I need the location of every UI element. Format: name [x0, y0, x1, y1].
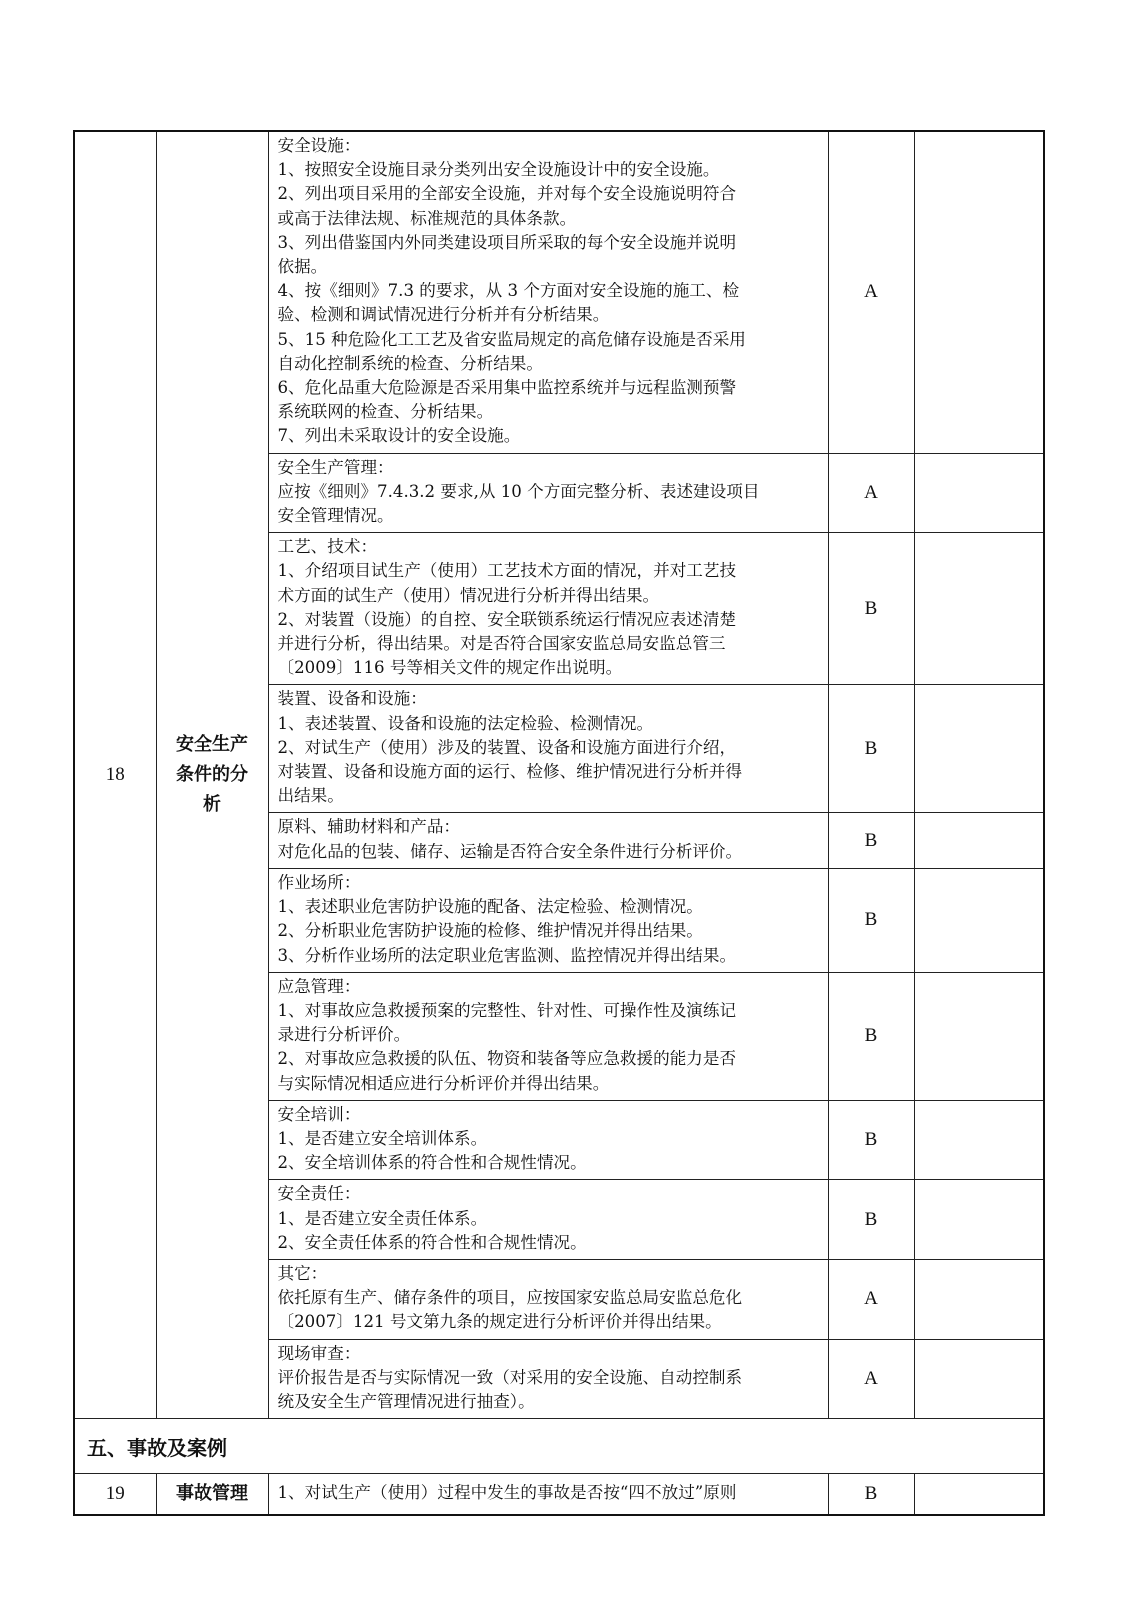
content-line: 统及安全生产管理情况进行抽查）。 — [277, 1391, 535, 1411]
level-grade: A — [828, 131, 914, 453]
content-heading: 安全生产管理： — [277, 457, 394, 477]
content-line: 评价报告是否与实际情况一致（对采用的安全设施、自动控制系 — [277, 1367, 743, 1387]
item-content: 1、对试生产（使用）过程中发生的事故是否按“四不放过”原则 — [268, 1474, 828, 1516]
note-cell — [914, 453, 1044, 533]
note-cell — [914, 131, 1044, 453]
content-line: 1、是否建立安全责任体系。 — [277, 1208, 488, 1228]
content-heading: 安全责任： — [277, 1184, 361, 1204]
level-grade: B — [828, 813, 914, 868]
level-grade: B — [828, 868, 914, 972]
item-name: 事故管理 — [156, 1474, 268, 1516]
content-heading: 作业场所： — [277, 872, 361, 892]
item-name — [156, 131, 268, 1419]
note-cell — [914, 533, 1044, 685]
section-title: 五、事故及案例 — [74, 1419, 1044, 1474]
level-grade: B — [828, 1180, 914, 1260]
content-heading: 装置、设备和设施： — [277, 689, 427, 709]
content-line: 依据。 — [277, 257, 328, 277]
item-content — [268, 1259, 828, 1339]
table-row — [74, 131, 1044, 453]
content-line: 2、分析职业危害防护设施的检修、维护情况并得出结果。 — [277, 921, 703, 941]
content-line: 验、检测和调试情况进行分析并有分析结果。 — [277, 305, 610, 325]
content-line: 3、分析作业场所的法定职业危害监测、监控情况并得出结果。 — [277, 945, 737, 965]
content-line: 2、安全培训体系的符合性和合规性情况。 — [277, 1153, 587, 1173]
row-number: 19 — [74, 1474, 156, 1516]
content-heading: 应急管理： — [277, 976, 361, 996]
content-line: 2、安全责任体系的符合性和合规性情况。 — [277, 1232, 587, 1252]
content-heading: 安全设施： — [277, 136, 361, 155]
item-content — [268, 1339, 828, 1419]
content-heading: 现场审查： — [277, 1343, 361, 1363]
content-line: 1、按照安全设施目录分类列出安全设施设计中的安全设施。 — [277, 160, 720, 180]
content-line: 系统联网的检查、分析结果。 — [277, 402, 494, 422]
item-name-line: 析 — [203, 794, 221, 816]
note-cell — [914, 1259, 1044, 1339]
content-line: 7、列出未采取设计的安全设施。 — [277, 426, 521, 446]
note-cell — [914, 813, 1044, 868]
note-cell — [914, 1100, 1044, 1180]
item-name-line: 安全生产 — [176, 734, 248, 756]
content-line: 〔2007〕121 号文第九条的规定进行分析评价并得出结果。 — [277, 1312, 722, 1332]
content-line: 对危化品的包装、储存、运输是否符合安全条件进行分析评价。 — [277, 841, 743, 861]
content-line: 1、表述职业危害防护设施的配备、法定检验、检测情况。 — [277, 897, 703, 917]
item-content — [268, 685, 828, 813]
content-line: 1、对事故应急救援预案的完整性、针对性、可操作性及演练记 — [277, 1000, 737, 1020]
item-content — [268, 868, 828, 972]
content-heading: 安全培训： — [277, 1104, 361, 1124]
content-line: 2、对装置（设施）的自控、安全联锁系统运行情况应表述清楚 — [277, 609, 737, 629]
note-cell — [914, 685, 1044, 813]
evaluation-table-page — [73, 130, 1043, 1516]
table-row-19 — [74, 1474, 1044, 1516]
item-content — [268, 453, 828, 533]
row-18-group — [74, 131, 1044, 1419]
item-content — [268, 1180, 828, 1260]
content-line: 5、15 种危险化工工艺及省安监局规定的高危储存设施是否采用 — [277, 329, 746, 349]
content-line: 3、列出借鉴国内外同类建设项目所采取的每个安全设施并说明 — [277, 232, 737, 252]
note-cell — [914, 868, 1044, 972]
note-cell — [914, 1474, 1044, 1516]
content-line: 2、对事故应急救援的队伍、物资和装备等应急救援的能力是否 — [277, 1049, 737, 1069]
item-name-line: 条件的分 — [176, 764, 248, 786]
evaluation-table — [73, 130, 1045, 1516]
content-line: 对装置、设备和设施方面的运行、检修、维护情况进行分析并得 — [277, 762, 743, 782]
item-name-text — [170, 730, 254, 820]
item-content — [268, 533, 828, 685]
content-line: 1、是否建立安全培训体系。 — [277, 1128, 488, 1148]
content-line: 录进行分析评价。 — [277, 1025, 411, 1045]
content-line: 2、列出项目采用的全部安全设施，并对每个安全设施说明符合 — [277, 184, 737, 204]
item-content — [268, 131, 828, 453]
content-line: 〔2009〕116 号等相关文件的规定作出说明。 — [277, 658, 623, 678]
level-grade: B — [828, 1100, 914, 1180]
note-cell — [914, 1339, 1044, 1419]
content-line: 与实际情况相适应进行分析评价并得出结果。 — [277, 1073, 610, 1093]
content-line: 并进行分析，得出结果。对是否符合国家安监总局安监总管三 — [277, 634, 726, 654]
content-line: 6、危化品重大危险源是否采用集中监控系统并与远程监测预警 — [277, 378, 737, 398]
section-header-row — [74, 1419, 1044, 1474]
content-line: 自动化控制系统的检查、分析结果。 — [277, 353, 543, 373]
content-heading: 工艺、技术： — [277, 537, 378, 557]
content-line: 1、介绍项目试生产（使用）工艺技术方面的情况，并对工艺技 — [277, 561, 737, 581]
level-grade: B — [828, 685, 914, 813]
content-heading: 原料、辅助材料和产品： — [277, 817, 461, 837]
level-grade: B — [828, 972, 914, 1100]
content-line: 1、表述装置、设备和设施的法定检验、检测情况。 — [277, 713, 654, 733]
content-line: 出结果。 — [277, 786, 344, 806]
item-content — [268, 972, 828, 1100]
content-line: 应按《细则》7.4.3.2 要求,从 10 个方面完整分析、表述建设项目 — [277, 481, 760, 501]
content-line: 依托原有生产、储存条件的项目，应按国家安监总局安监总危化 — [277, 1288, 743, 1308]
content-line: 安全管理情况。 — [277, 506, 394, 526]
row-number: 18 — [74, 131, 156, 1419]
content-line: 或高于法律法规、标准规范的具体条款。 — [277, 208, 577, 228]
level-grade: A — [828, 1339, 914, 1419]
content-line: 2、对试生产（使用）涉及的装置、设备和设施方面进行介绍， — [277, 737, 737, 757]
note-cell — [914, 972, 1044, 1100]
item-content — [268, 1100, 828, 1180]
level-grade: A — [828, 453, 914, 533]
item-content — [268, 813, 828, 868]
content-line: 4、按《细则》7.3 的要求，从 3 个方面对安全设施的施工、检 — [277, 281, 740, 301]
content-line: 术方面的试生产（使用）情况进行分析并得出结果。 — [277, 585, 660, 605]
content-heading: 其它： — [277, 1263, 328, 1283]
level-grade: B — [828, 533, 914, 685]
level-grade: A — [828, 1259, 914, 1339]
level-grade: B — [828, 1474, 914, 1516]
note-cell — [914, 1180, 1044, 1260]
